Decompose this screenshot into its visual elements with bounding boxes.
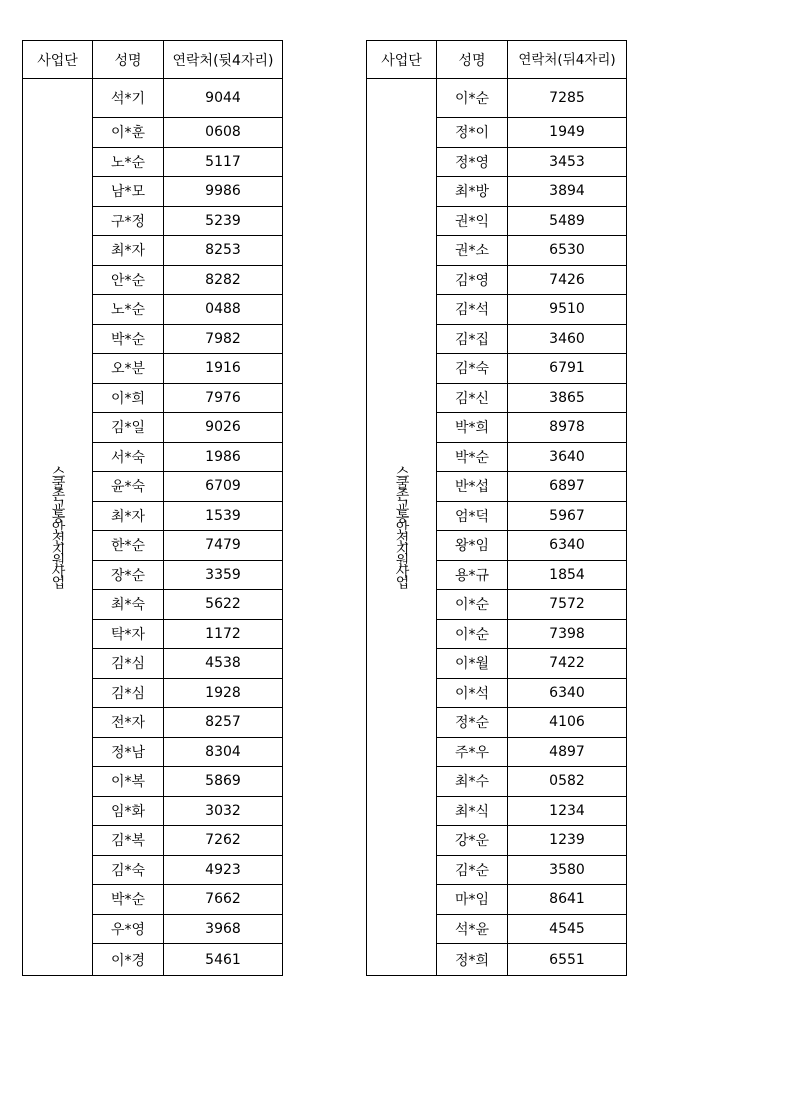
member-name: 정*순: [437, 708, 508, 738]
member-phone: 4545: [508, 914, 627, 944]
member-phone: 6340: [508, 531, 627, 561]
member-phone: 7422: [508, 649, 627, 679]
member-name: 김*숙: [437, 354, 508, 384]
member-name: 박*희: [437, 413, 508, 443]
member-phone: 7662: [164, 885, 283, 915]
table-row: [23, 79, 283, 118]
member-name: 탁*자: [93, 619, 164, 649]
member-name: 이*순: [437, 619, 508, 649]
member-name: 정*이: [437, 118, 508, 148]
header-name: 성명: [93, 41, 164, 79]
member-phone: 6551: [508, 944, 627, 976]
member-phone: 5869: [164, 767, 283, 797]
member-name: 박*순: [437, 442, 508, 472]
member-name: 왕*임: [437, 531, 508, 561]
member-phone: 3968: [164, 914, 283, 944]
member-phone: 0488: [164, 295, 283, 325]
member-phone: 4538: [164, 649, 283, 679]
member-name: 장*순: [93, 560, 164, 590]
member-phone: 8641: [508, 885, 627, 915]
member-name: 강*운: [437, 826, 508, 856]
member-phone: 3032: [164, 796, 283, 826]
member-name: 구*정: [93, 206, 164, 236]
member-name: 정*남: [93, 737, 164, 767]
member-name: 주*우: [437, 737, 508, 767]
member-name: 오*분: [93, 354, 164, 384]
member-phone: 5622: [164, 590, 283, 620]
member-phone: 1986: [164, 442, 283, 472]
member-phone: 6340: [508, 678, 627, 708]
member-name: 마*임: [437, 885, 508, 915]
member-name: 최*방: [437, 177, 508, 207]
team-name: 스쿨존교통안전지원사업: [393, 464, 410, 586]
header-team: 사업단: [367, 41, 437, 79]
member-phone: 4106: [508, 708, 627, 738]
member-name: 박*순: [93, 324, 164, 354]
member-phone: 6897: [508, 472, 627, 502]
member-phone: 4923: [164, 855, 283, 885]
member-phone: 1172: [164, 619, 283, 649]
member-name: 이*석: [437, 678, 508, 708]
member-name: 김*일: [93, 413, 164, 443]
roster-table-right: [366, 40, 627, 976]
member-phone: 3580: [508, 855, 627, 885]
member-name: 김*신: [437, 383, 508, 413]
member-name: 남*모: [93, 177, 164, 207]
member-phone: 7262: [164, 826, 283, 856]
member-phone: 0582: [508, 767, 627, 797]
member-phone: 1234: [508, 796, 627, 826]
member-phone: 9044: [164, 79, 283, 118]
member-phone: 3865: [508, 383, 627, 413]
member-phone: 1539: [164, 501, 283, 531]
member-phone: 1928: [164, 678, 283, 708]
member-name: 김*복: [93, 826, 164, 856]
member-phone: 9026: [164, 413, 283, 443]
member-phone: 8257: [164, 708, 283, 738]
member-name: 최*자: [93, 236, 164, 266]
header-phone: 연락처(뒷4자리): [164, 41, 283, 79]
member-name: 권*소: [437, 236, 508, 266]
member-name: 김*숙: [93, 855, 164, 885]
member-phone: 8253: [164, 236, 283, 266]
roster-table-left: [22, 40, 283, 976]
member-phone: 3640: [508, 442, 627, 472]
member-phone: 7426: [508, 265, 627, 295]
member-name: 최*자: [93, 501, 164, 531]
member-phone: 7572: [508, 590, 627, 620]
header-name: 성명: [437, 41, 508, 79]
member-name: 전*자: [93, 708, 164, 738]
member-name: 안*순: [93, 265, 164, 295]
member-name: 엄*덕: [437, 501, 508, 531]
member-name: 권*익: [437, 206, 508, 236]
member-phone: 4897: [508, 737, 627, 767]
member-phone: 3894: [508, 177, 627, 207]
member-name: 이*순: [437, 590, 508, 620]
member-phone: 1949: [508, 118, 627, 148]
member-phone: 1916: [164, 354, 283, 384]
member-name: 최*숙: [93, 590, 164, 620]
member-phone: 8282: [164, 265, 283, 295]
member-name: 이*복: [93, 767, 164, 797]
member-phone: 3453: [508, 147, 627, 177]
member-name: 윤*숙: [93, 472, 164, 502]
member-name: 정*희: [437, 944, 508, 976]
member-phone: 7479: [164, 531, 283, 561]
member-name: 최*식: [437, 796, 508, 826]
member-phone: 6530: [508, 236, 627, 266]
member-phone: 3460: [508, 324, 627, 354]
member-phone: 6709: [164, 472, 283, 502]
member-phone: 7976: [164, 383, 283, 413]
member-name: 노*순: [93, 147, 164, 177]
member-name: 이*훈: [93, 118, 164, 148]
member-phone: 8978: [508, 413, 627, 443]
team-name: 스쿨존교통안전지원사업: [49, 464, 66, 586]
member-name: 서*숙: [93, 442, 164, 472]
member-name: 석*윤: [437, 914, 508, 944]
member-phone: 5489: [508, 206, 627, 236]
member-name: 반*섭: [437, 472, 508, 502]
member-name: 김*심: [93, 649, 164, 679]
member-name: 우*영: [93, 914, 164, 944]
member-phone: 1854: [508, 560, 627, 590]
member-phone: 1239: [508, 826, 627, 856]
member-phone: 6791: [508, 354, 627, 384]
member-phone: 9510: [508, 295, 627, 325]
member-phone: 7982: [164, 324, 283, 354]
member-phone: 3359: [164, 560, 283, 590]
member-name: 임*화: [93, 796, 164, 826]
member-phone: 5967: [508, 501, 627, 531]
member-name: 이*순: [437, 79, 508, 118]
member-name: 김*집: [437, 324, 508, 354]
header-phone: 연락처(뒤4자리): [508, 41, 627, 79]
member-phone: 8304: [164, 737, 283, 767]
table-row: [367, 79, 627, 118]
member-name: 김*순: [437, 855, 508, 885]
member-phone: 5239: [164, 206, 283, 236]
member-phone: 5117: [164, 147, 283, 177]
member-phone: 7398: [508, 619, 627, 649]
member-name: 이*희: [93, 383, 164, 413]
member-name: 석*기: [93, 79, 164, 118]
member-name: 용*규: [437, 560, 508, 590]
member-phone: 5461: [164, 944, 283, 976]
member-phone: 0608: [164, 118, 283, 148]
header-team: 사업단: [23, 41, 93, 79]
team-cell: [367, 79, 437, 976]
member-name: 정*영: [437, 147, 508, 177]
team-cell: [23, 79, 93, 976]
member-name: 김*석: [437, 295, 508, 325]
member-name: 노*순: [93, 295, 164, 325]
member-phone: 7285: [508, 79, 627, 118]
member-name: 이*경: [93, 944, 164, 976]
member-name: 김*심: [93, 678, 164, 708]
header-row: [23, 41, 283, 79]
member-phone: 9986: [164, 177, 283, 207]
member-name: 이*월: [437, 649, 508, 679]
member-name: 박*순: [93, 885, 164, 915]
member-name: 최*수: [437, 767, 508, 797]
header-row: [367, 41, 627, 79]
member-name: 한*순: [93, 531, 164, 561]
member-name: 김*영: [437, 265, 508, 295]
